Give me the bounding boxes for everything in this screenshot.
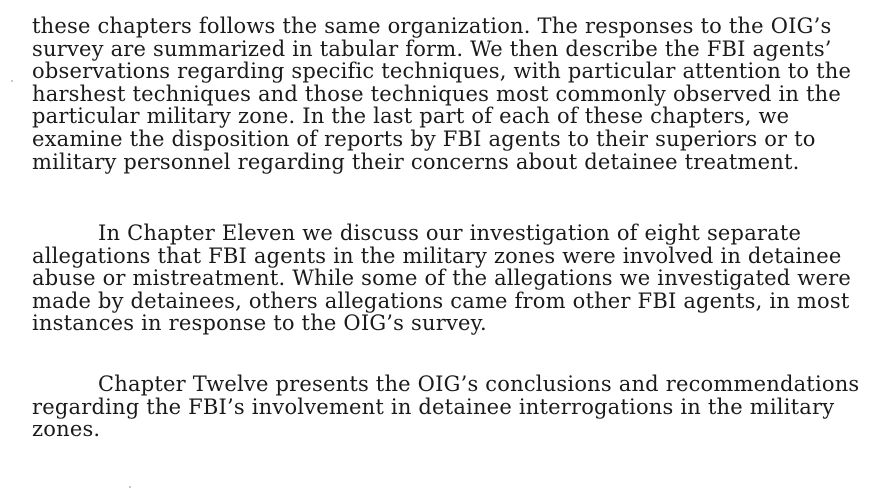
paragraph-line: military personnel regarding their concerns about detainee treatment.: [32, 149, 800, 174]
paragraph-chapter-organization: [32, 15, 852, 173]
paragraph-line: harshest techniques and those techniques most commonly observed in the: [32, 81, 841, 106]
paragraph-chapter-eleven: [32, 222, 852, 335]
paragraph-line: allegations that FBI agents in the military zones were involved in detainee: [32, 243, 842, 268]
paragraph-line: these chapters follows the same organization. The responses to the OIG’s: [32, 14, 832, 38]
scan-speck: [129, 486, 131, 488]
paragraph-line: Chapter Twelve presents the OIG’s conclusions and recommendations: [98, 372, 860, 396]
paragraph-line: instances in response to the OIG’s survey.: [32, 311, 487, 336]
paragraph-line: survey are summarized in tabular form. We then describe the FBI agents’: [32, 36, 832, 61]
paragraph-line: abuse or mistreatment. While some of the allegations we investigated were: [32, 266, 851, 291]
paragraph-chapter-twelve: [32, 372, 860, 442]
scan-speck: [11, 80, 13, 82]
paragraph-line: In Chapter Eleven we discuss our investigation of eight separate: [98, 221, 802, 245]
paragraph-line: observations regarding specific techniques, with particular attention to the: [32, 59, 852, 84]
paragraph-line: made by detainees, others allegations came from other FBI agents, in most: [32, 288, 850, 313]
paragraph-line: particular military zone. In the last part of each of these chapters, we: [32, 104, 790, 129]
paragraph-line: zones.: [32, 417, 101, 442]
paragraph-line: examine the disposition of reports by FBI agents to their superiors or to: [32, 126, 816, 151]
paragraph-line: regarding the FBI’s involvement in detainee interrogations in the military: [32, 394, 835, 419]
